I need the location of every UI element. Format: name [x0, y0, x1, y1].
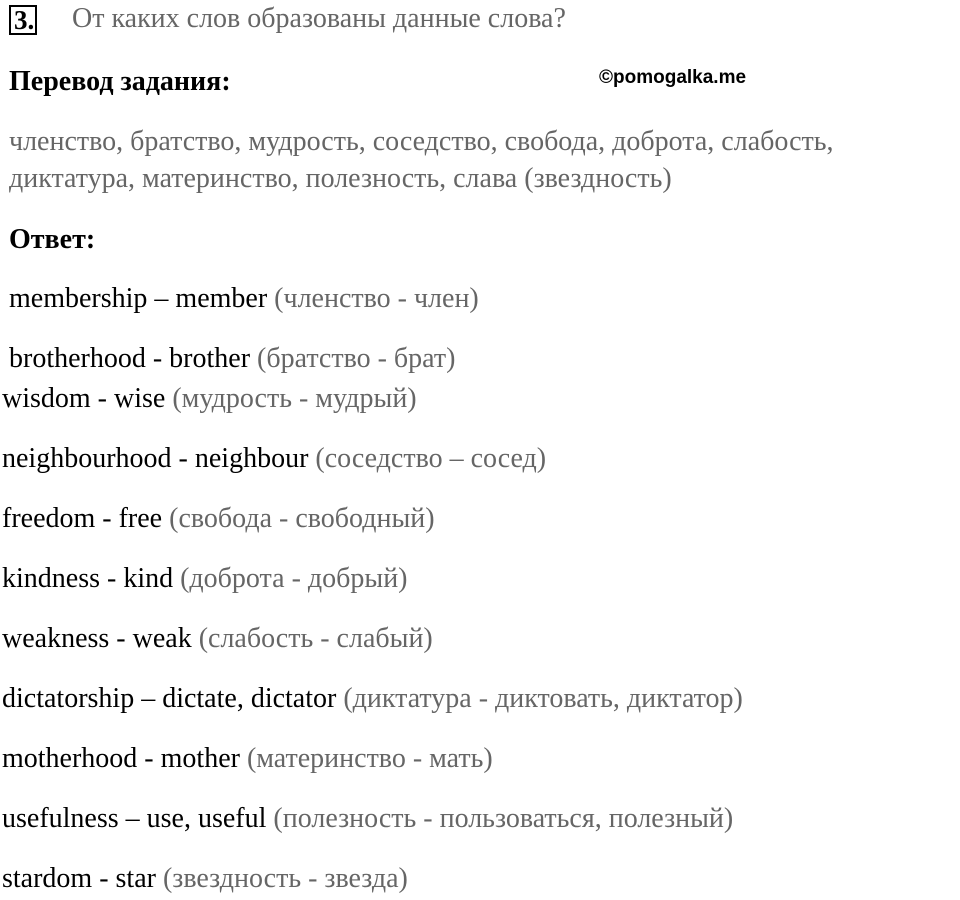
task-question: От каких слов образованы данные слова? — [72, 3, 566, 34]
answer-english: neighbourhood - neighbour — [2, 443, 309, 474]
answer-line — [9, 283, 479, 315]
answer-line — [2, 683, 743, 715]
answer-english: weakness - weak — [2, 623, 192, 654]
answer-english: wisdom - wise — [2, 383, 166, 414]
translation-line: диктатура, материнство, полезность, слава (звездность) — [9, 163, 672, 194]
answer-russian: (слабость - слабый) — [198, 623, 433, 654]
answer-line — [2, 383, 417, 415]
answer-line — [9, 343, 455, 375]
answer-russian: (полезность - пользоваться, полезный) — [273, 803, 734, 834]
answer-english: freedom - free — [2, 503, 163, 534]
answer-russian: (звездность - звезда) — [162, 863, 408, 894]
answer-russian: (диктатура - диктовать, диктатор) — [343, 683, 743, 714]
answer-russian: (материнство - мать) — [246, 743, 493, 774]
answer-english: kindness - kind — [2, 563, 174, 594]
answer-line — [2, 623, 433, 655]
answer-heading: Ответ: — [9, 224, 96, 255]
answer-line — [2, 563, 408, 595]
answer-russian: (соседство – сосед) — [315, 443, 547, 474]
answer-russian: (мудрость - мудрый) — [172, 383, 417, 414]
answer-russian: (братство - брат) — [257, 343, 456, 374]
task-number-box: 3. — [9, 5, 37, 35]
answer-russian: (членство - член) — [274, 283, 479, 314]
translation-line: членство, братство, мудрость, соседство, свобода, доброта, слабость, — [9, 126, 834, 157]
answer-line — [2, 443, 546, 475]
answer-russian: (доброта - добрый) — [180, 563, 408, 594]
answer-line — [2, 503, 435, 535]
answer-english: usefulness – use, useful — [2, 803, 267, 834]
answer-english: brotherhood - brother — [9, 343, 251, 374]
answer-line — [2, 743, 493, 775]
answer-english: membership – member — [9, 283, 268, 314]
translation-heading: Перевод задания: — [9, 66, 231, 97]
watermark: ©pomogalka.me — [599, 67, 747, 88]
answer-line — [2, 863, 408, 895]
answer-line — [2, 803, 733, 835]
answer-english: dictatorship – dictate, dictator — [2, 683, 337, 714]
answer-russian: (свобода - свободный) — [169, 503, 435, 534]
answer-english: stardom - star — [2, 863, 156, 894]
answer-english: motherhood - mother — [2, 743, 240, 774]
